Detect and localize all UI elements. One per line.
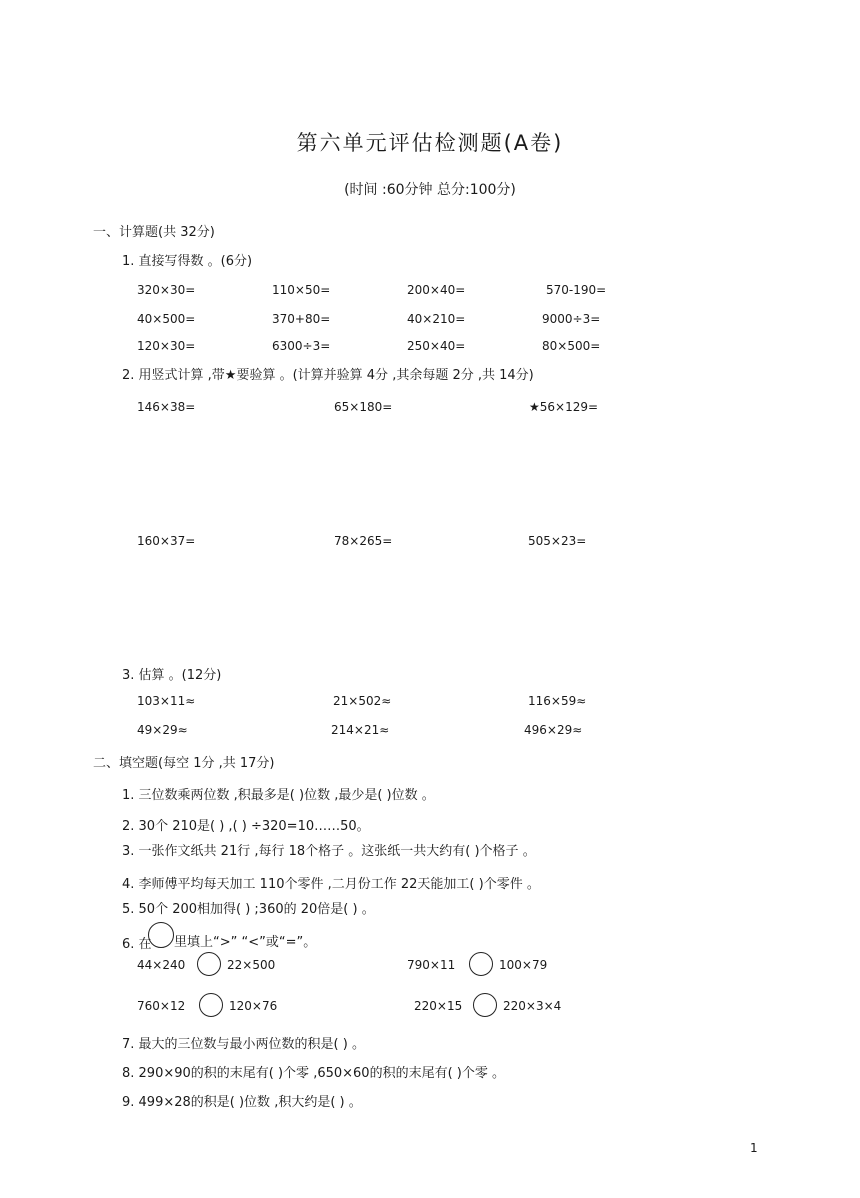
calc-item: 40×210= <box>407 312 466 326</box>
estimate-item: 214×21≈ <box>331 723 390 737</box>
estimate-item: 21×502≈ <box>333 694 392 708</box>
compare-circle-icon[interactable] <box>473 993 497 1017</box>
compare-right: 100×79 <box>499 958 548 972</box>
calc-item: 320×30= <box>137 283 196 297</box>
estimate-item: 103×11≈ <box>137 694 196 708</box>
compare-circle-icon[interactable] <box>199 993 223 1017</box>
compare-left: 760×12 <box>137 999 186 1013</box>
compare-circle-icon <box>148 922 174 948</box>
fill-question: 1. 三位数乘两位数 ,积最多是( )位数 ,最少是( )位数 。 <box>122 788 435 803</box>
compare-right: 220×3×4 <box>503 999 562 1013</box>
s1-q2-label: 2. 用竖式计算 ,带★要验算 。(计算并验算 4分 ,其余每题 2分 ,共 14分) <box>122 368 534 383</box>
vertical-calc-item: 78×265= <box>334 534 393 548</box>
fill-question: 9. 499×28的积是( )位数 ,积大约是( ) 。 <box>122 1095 362 1110</box>
compare-left: 44×240 <box>137 958 186 972</box>
page-number: 1 <box>750 1141 758 1155</box>
compare-left: 790×11 <box>407 958 456 972</box>
calc-item: 120×30= <box>137 339 196 353</box>
calc-item: 6300÷3= <box>272 339 331 353</box>
calc-item: 40×500= <box>137 312 196 326</box>
fill-question: 3. 一张作文纸共 21行 ,每行 18个格子 。这张纸一共大约有( )个格子 。 <box>122 844 536 859</box>
section1-heading: 一、计算题(共 32分) <box>93 225 215 240</box>
compare-circle-icon[interactable] <box>197 952 221 976</box>
calc-item: 200×40= <box>407 283 466 297</box>
compare-circle-icon[interactable] <box>469 952 493 976</box>
calc-item: 80×500= <box>542 339 601 353</box>
calc-item: 370+80= <box>272 312 331 326</box>
vertical-calc-item: 505×23= <box>528 534 587 548</box>
page-title: 第六单元评估检测题(A卷) <box>296 131 564 155</box>
s1-q1-label: 1. 直接写得数 。(6分) <box>122 254 253 269</box>
vertical-calc-item: 146×38= <box>137 400 196 414</box>
fill-question: 5. 50个 200相加得( ) ;360的 20倍是( ) 。 <box>122 902 375 917</box>
vertical-calc-item: ★56×129= <box>529 400 599 414</box>
calc-item: 110×50= <box>272 283 331 297</box>
calc-item: 570-190= <box>546 283 607 297</box>
vertical-calc-item: 160×37= <box>137 534 196 548</box>
calc-item: 250×40= <box>407 339 466 353</box>
estimate-item: 496×29≈ <box>524 723 583 737</box>
compare-right: 22×500 <box>227 958 276 972</box>
vertical-calc-item: 65×180= <box>334 400 393 414</box>
compare-left: 220×15 <box>414 999 463 1013</box>
compare-right: 120×76 <box>229 999 278 1013</box>
s1-q3-label: 3. 估算 。(12分) <box>122 668 222 683</box>
calc-item: 9000÷3= <box>542 312 601 326</box>
estimate-item: 49×29≈ <box>137 723 188 737</box>
fill-question: 8. 290×90的积的末尾有( )个零 ,650×60的积的末尾有( )个零 。 <box>122 1066 505 1081</box>
fill-question: 2. 30个 210是( ) ,( ) ÷320=10……50。 <box>122 819 370 834</box>
section2-heading: 二、填空题(每空 1分 ,共 17分) <box>93 756 275 771</box>
estimate-item: 116×59≈ <box>528 694 587 708</box>
s2-q6-prefix: 6. 在 <box>122 937 152 952</box>
page-subtitle: (时间 :60分钟 总分:100分) <box>344 182 516 198</box>
s2-q6-suffix: 里填上“>” “<”或“=”。 <box>174 935 317 950</box>
fill-question: 4. 李师傅平均每天加工 110个零件 ,二月份工作 22天能加工( )个零件 。 <box>122 877 540 892</box>
fill-question: 7. 最大的三位数与最小两位数的积是( ) 。 <box>122 1037 365 1052</box>
